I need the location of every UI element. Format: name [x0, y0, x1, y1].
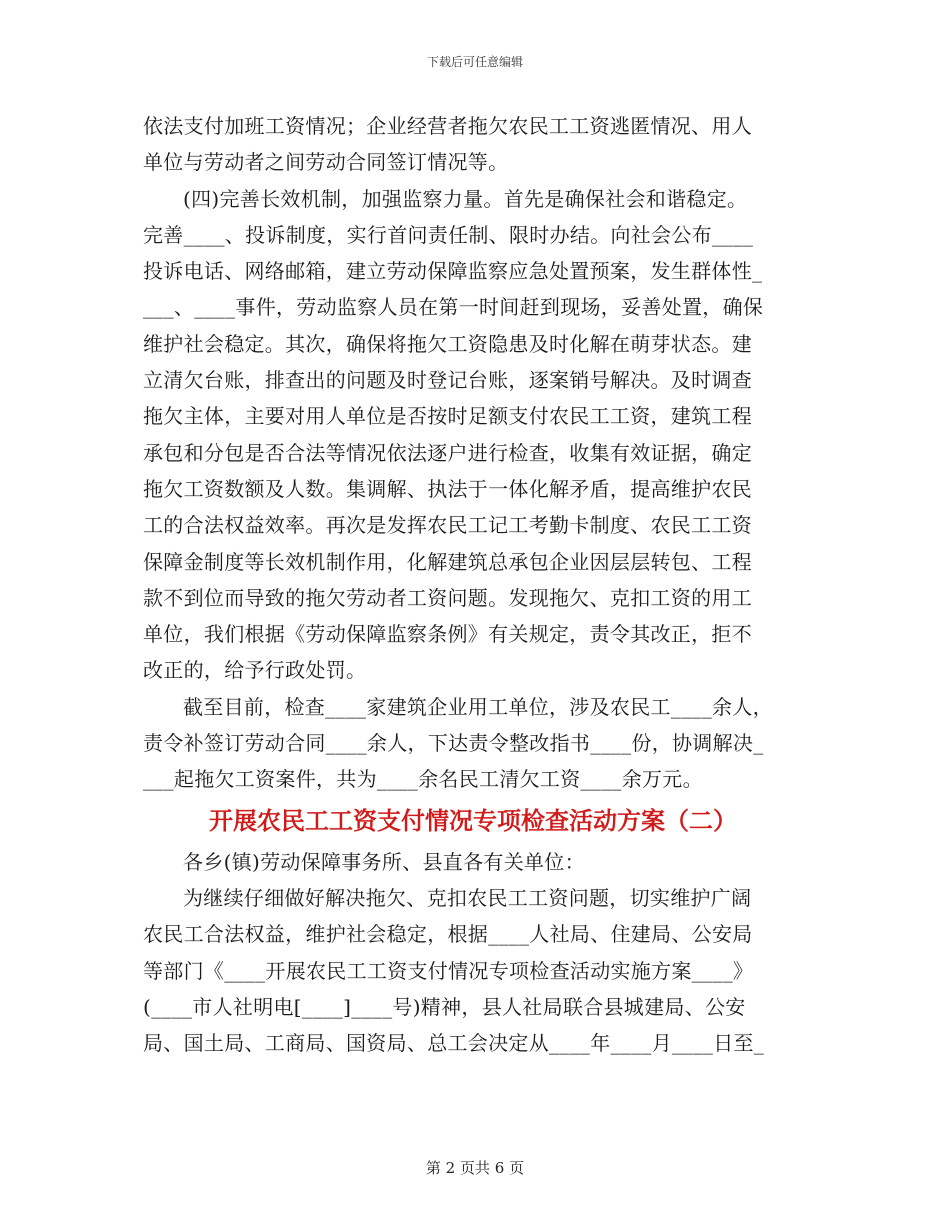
paragraph-line: 截至目前，检查____家建筑企业用工单位，涉及农民工____余人，	[183, 694, 773, 719]
paragraph-line: 农民工合法权益，维护社会稳定，根据____人社局、住建局、公安局	[143, 922, 753, 947]
paragraph-line: 各乡(镇)劳动保障事务所、县直各有关单位：	[183, 849, 585, 874]
paragraph-line: (____市人社明电[____]____号)精神，县人社局联合县城建局、公安	[143, 994, 746, 1019]
paragraph-line: 立清欠台账，排查出的问题及时登记台账，逐案销号解决。及时调查	[143, 368, 752, 393]
paragraph-line: 承包和分包是否合法等情况依法逐户进行检查，收集有效证据，确定	[143, 440, 752, 465]
page-footer: 第 2 页共 6 页	[425, 1159, 525, 1177]
paragraph-line: 为继续仔细做好解决拖欠、克扣农民工工资问题，切实维护广阔	[183, 885, 752, 910]
paragraph-line: 单位与劳动者之间劳动合同签订情况等。	[143, 150, 509, 175]
paragraph-line: 工的合法权益效率。再次是发挥农民工记工考勤卡制度、农民工工资	[143, 513, 752, 538]
document-body	[143, 108, 803, 1061]
paragraph-line: 拖欠工资数额及人数。集调解、执法于一体化解矛盾，提高维护农民	[143, 476, 752, 501]
paragraph-line: 等部门《____开展农民工工资支付情况专项检查活动实施方案____》	[143, 958, 754, 983]
paragraph-line: ___、____事件，劳动监察人员在第一时间赶到现场，妥善处置，确保	[143, 295, 764, 320]
paragraph-line: 依法支付加班工资情况；企业经营者拖欠农民工工资逃匿情况、用人	[143, 114, 752, 138]
paragraph-line: 完善____、投诉制度，实行首问责任制、限时办结。向社会公布____	[143, 222, 754, 247]
paragraph-line: 拖欠主体，主要对用人单位是否按时足额支付农民工工资，建筑工程	[143, 404, 752, 429]
section-title: 开展农民工工资支付情况专项检查活动方案（二）	[209, 805, 737, 835]
paragraph-line: 款不到位而导致的拖欠劳动者工资问题。发现拖欠、克扣工资的用工	[143, 585, 752, 610]
page-header: 下载后可任意编辑	[426, 55, 523, 69]
paragraph-line: (四)完善长效机制，加强监察力量。首先是确保社会和谐稳定。	[183, 186, 748, 211]
paragraph-line: 维护社会稳定。其次，确保将拖欠工资隐患及时化解在萌芽状态。建	[143, 331, 752, 356]
paragraph-line: 局、国土局、工商局、国资局、总工会决定从____年____月____日至_	[143, 1031, 765, 1056]
paragraph-line: 投诉电话、网络邮箱，建立劳动保障监察应急处置预案，发生群体性_	[143, 259, 763, 284]
paragraph-line: 改正的，给予行政处罚。	[143, 658, 367, 683]
paragraph-line: 单位，我们根据《劳动保障监察条例》有关规定，责令其改正，拒不	[143, 622, 752, 647]
paragraph-line: 保障金制度等长效机制作用，化解建筑总承包企业因层层转包、工程	[143, 549, 752, 574]
paragraph-line: 责令补签订劳动合同____余人，下达责令整改指书____份，协调解决_	[143, 731, 764, 756]
paragraph-line: ___起拖欠工资案件，共为____余名民工清欠工资____余万元。	[143, 767, 703, 792]
